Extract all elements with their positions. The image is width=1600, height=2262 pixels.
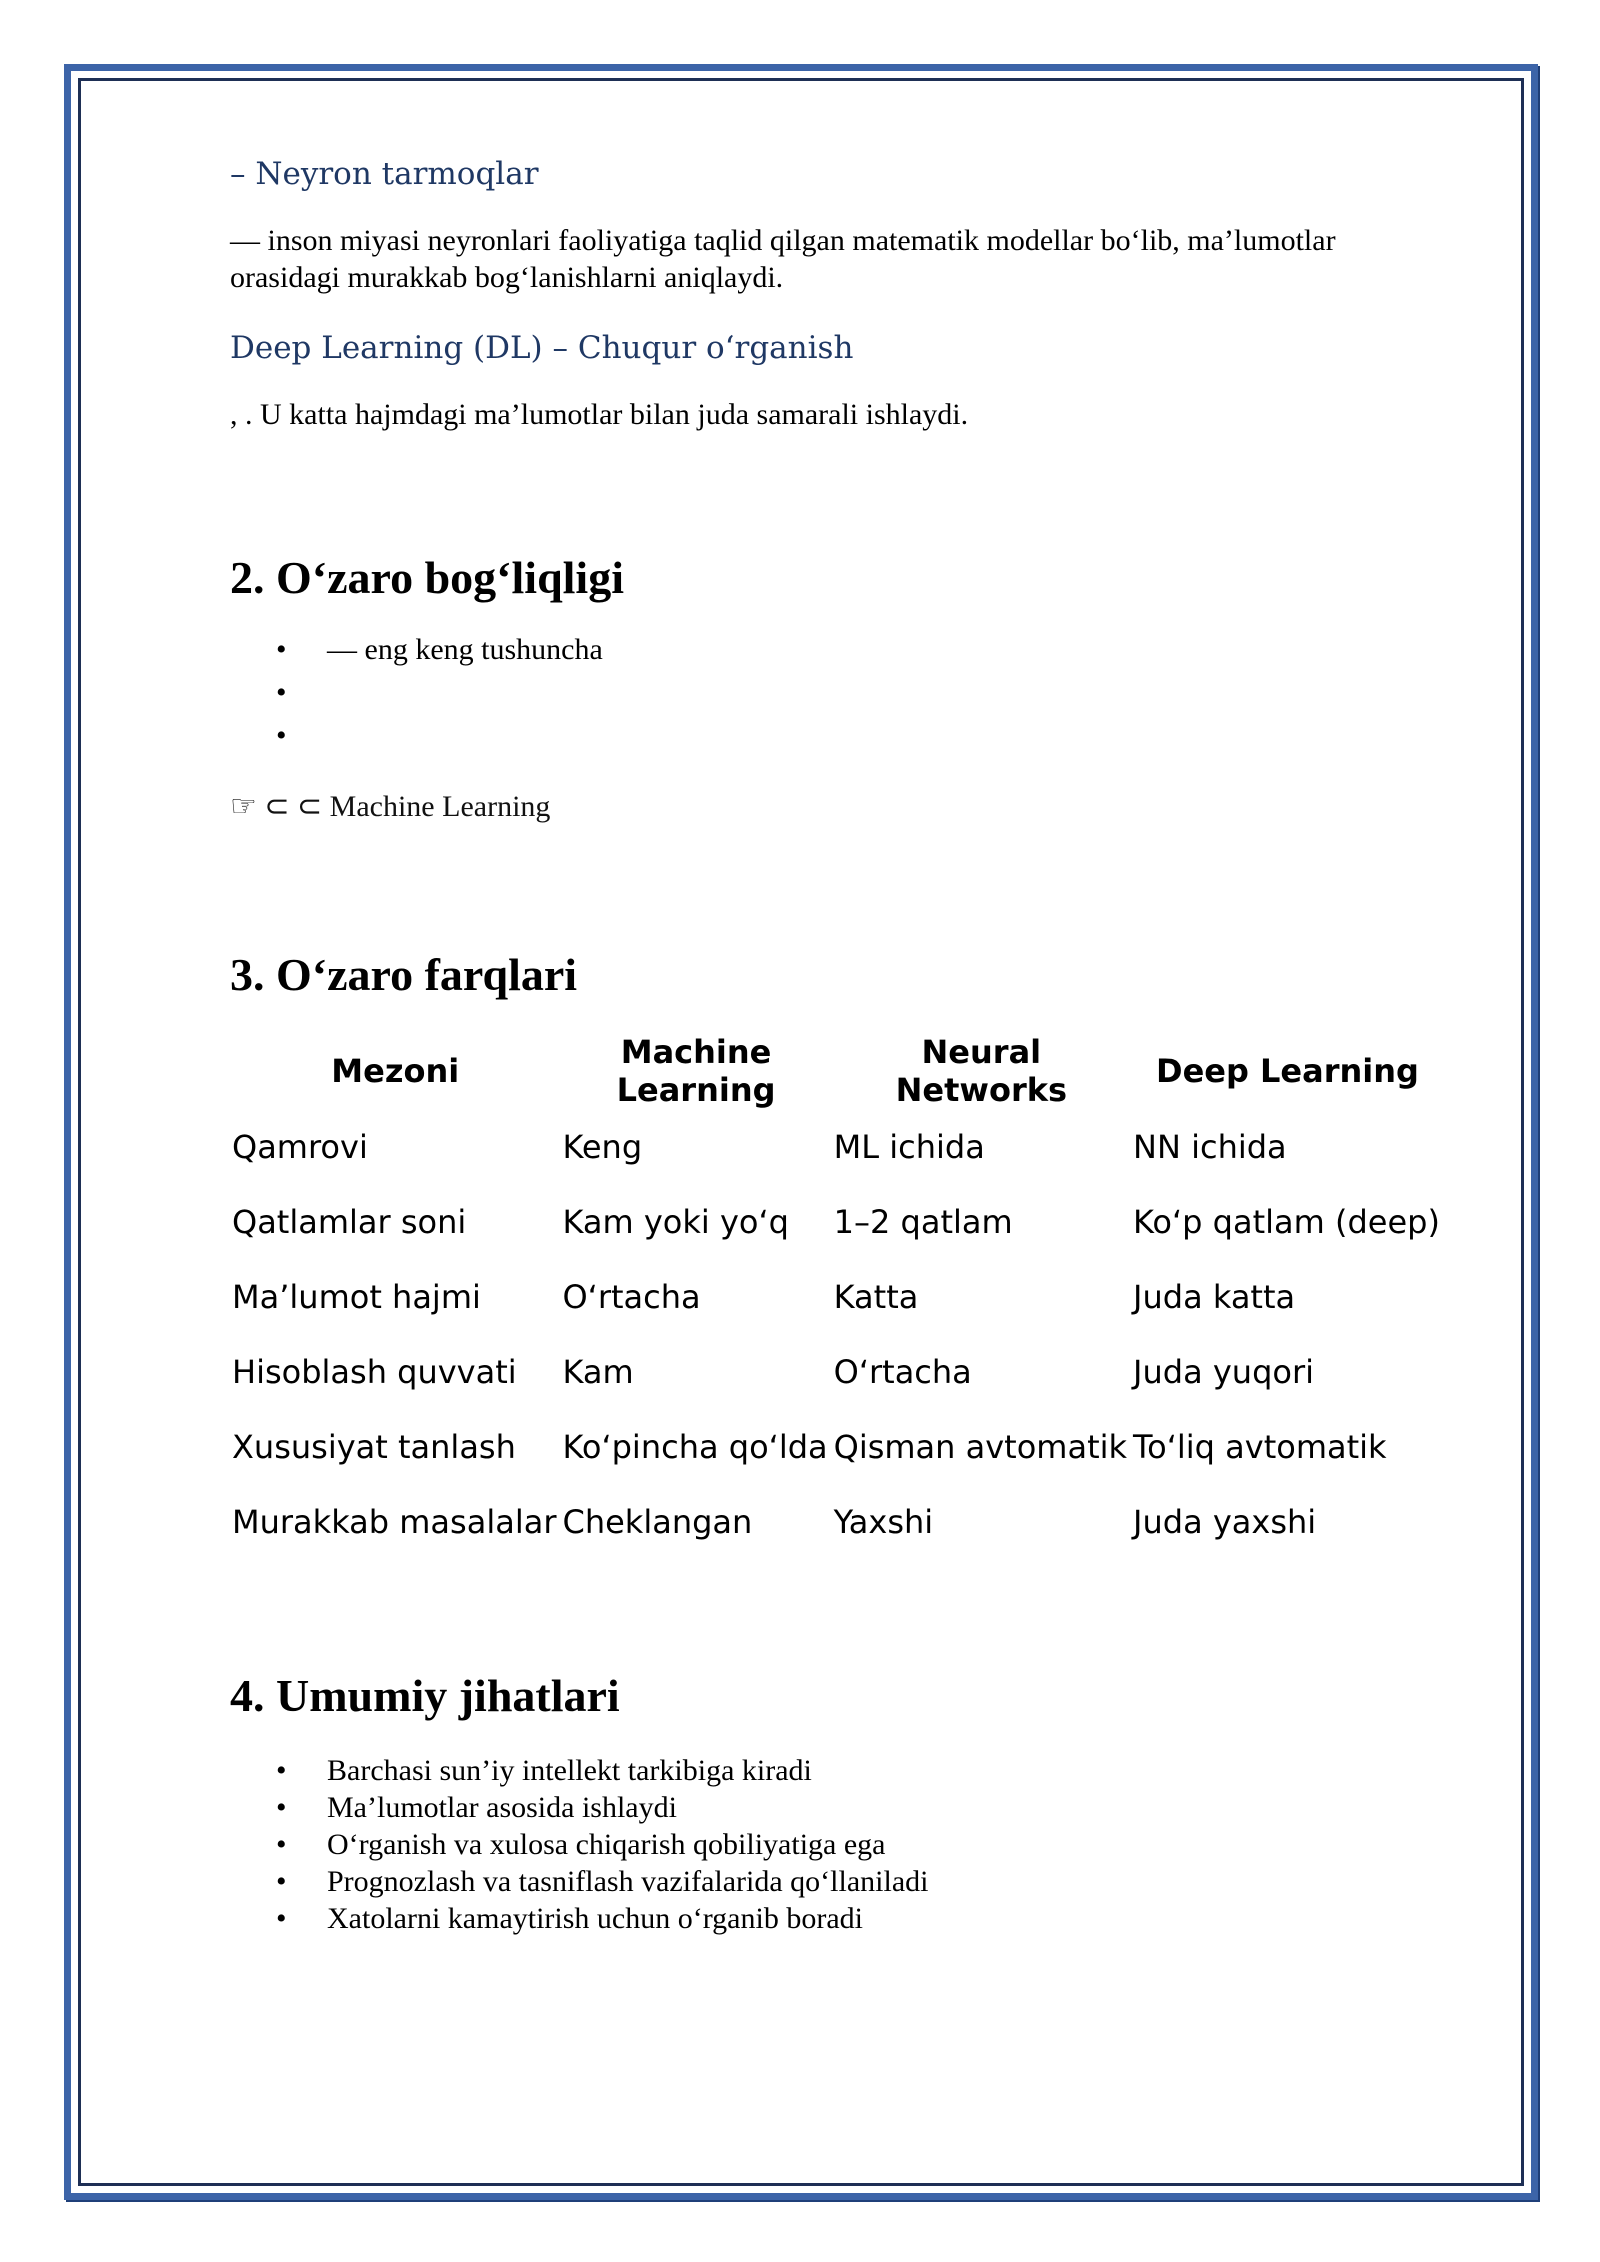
document-body — [230, 150, 1440, 1937]
table-cell: Kam — [562, 1352, 634, 1391]
table-cell: Juda yuqori — [1133, 1352, 1314, 1391]
list-item: • — eng keng tushuncha — [230, 628, 1430, 671]
table-cell: Hisoblash quvvati — [232, 1352, 517, 1391]
table-row — [230, 1484, 1444, 1559]
table-cell: Ko‘p qatlam (deep) — [1133, 1202, 1440, 1241]
hierarchy-note: ☞ ⊂ ⊂ Machine Learning — [230, 790, 551, 823]
deep-learning-heading: Deep Learning (DL) – Chuqur o‘rganish — [230, 330, 854, 366]
section-3-title: 3. O‘zaro farqlari — [230, 949, 578, 1000]
list-item — [230, 671, 1430, 714]
table-cell: Qisman avtomatik — [833, 1427, 1128, 1466]
table-cell: NN ichida — [1133, 1127, 1287, 1166]
table-header-dl: Deep Learning — [1156, 1052, 1419, 1090]
neural-networks-heading: – Neyron tarmoqlar — [230, 156, 539, 192]
table-cell: Keng — [562, 1127, 643, 1166]
table-cell: Juda yaxshi — [1133, 1502, 1317, 1541]
table-header-ml: Machine Learning — [616, 1033, 776, 1109]
list-item: • Prognozlash va tasniflash vazifalarida qo‘llaniladi — [230, 1863, 1430, 1900]
table-cell: O‘rtacha — [562, 1277, 701, 1316]
section-4-bullet-list — [230, 1752, 1430, 1937]
table-cell: Ko‘pincha qo‘lda — [562, 1427, 828, 1466]
table-cell: To‘liq avtomatik — [1133, 1427, 1387, 1466]
table-header-criterion: Mezoni — [331, 1052, 460, 1090]
deep-learning-text: , . U katta hajmdagi ma’lumotlar bilan juda samarali ishlaydi. — [230, 398, 969, 431]
table-cell: O‘rtacha — [833, 1352, 972, 1391]
table-row — [230, 1409, 1444, 1484]
section-2-title: 2. O‘zaro bog‘liqligi — [230, 552, 624, 603]
table-cell: Murakkab masalalar — [232, 1502, 557, 1541]
table-cell: Qatlamlar soni — [232, 1202, 467, 1241]
table-row — [230, 1184, 1444, 1259]
list-item — [230, 714, 1430, 757]
neural-networks-text-line2: orasidagi murakkab bog‘lanishlarni aniqlaydi. — [230, 261, 784, 294]
comparison-table — [230, 1033, 1444, 1559]
table-cell: Kam yoki yo‘q — [562, 1202, 789, 1241]
list-item: • Barchasi sun’iy intellekt tarkibiga kiradi — [230, 1752, 1430, 1789]
list-item: • Xatolarni kamaytirish uchun o‘rganib boradi — [230, 1900, 1430, 1937]
section-2-bullet-list — [230, 628, 1430, 757]
table-cell: Cheklangan — [562, 1502, 753, 1541]
table-row — [230, 1109, 1444, 1184]
section-4-title: 4. Umumiy jihatlari — [230, 1670, 620, 1721]
table-row — [230, 1334, 1444, 1409]
table-header-row — [230, 1033, 1444, 1109]
table-cell: ML ichida — [833, 1127, 985, 1166]
list-item: • O‘rganish va xulosa chiqarish qobiliyatiga ega — [230, 1826, 1430, 1863]
table-cell: 1–2 qatlam — [833, 1202, 1013, 1241]
list-item: • Ma’lumotlar asosida ishlaydi — [230, 1789, 1430, 1826]
table-row — [230, 1259, 1444, 1334]
table-cell: Qamrovi — [232, 1127, 368, 1166]
table-header-nn: Neural Networks — [895, 1033, 1068, 1109]
table-cell: Katta — [833, 1277, 919, 1316]
table-cell: Xususiyat tanlash — [232, 1427, 516, 1466]
table-cell: Yaxshi — [833, 1502, 934, 1541]
table-cell: Ma’lumot hajmi — [232, 1277, 481, 1316]
table-cell: Juda katta — [1133, 1277, 1296, 1316]
neural-networks-text-line1: — inson miyasi neyronlari faoliyatiga taqlid qilgan matematik modellar bo‘lib, ma’lumotlar — [230, 224, 1336, 257]
